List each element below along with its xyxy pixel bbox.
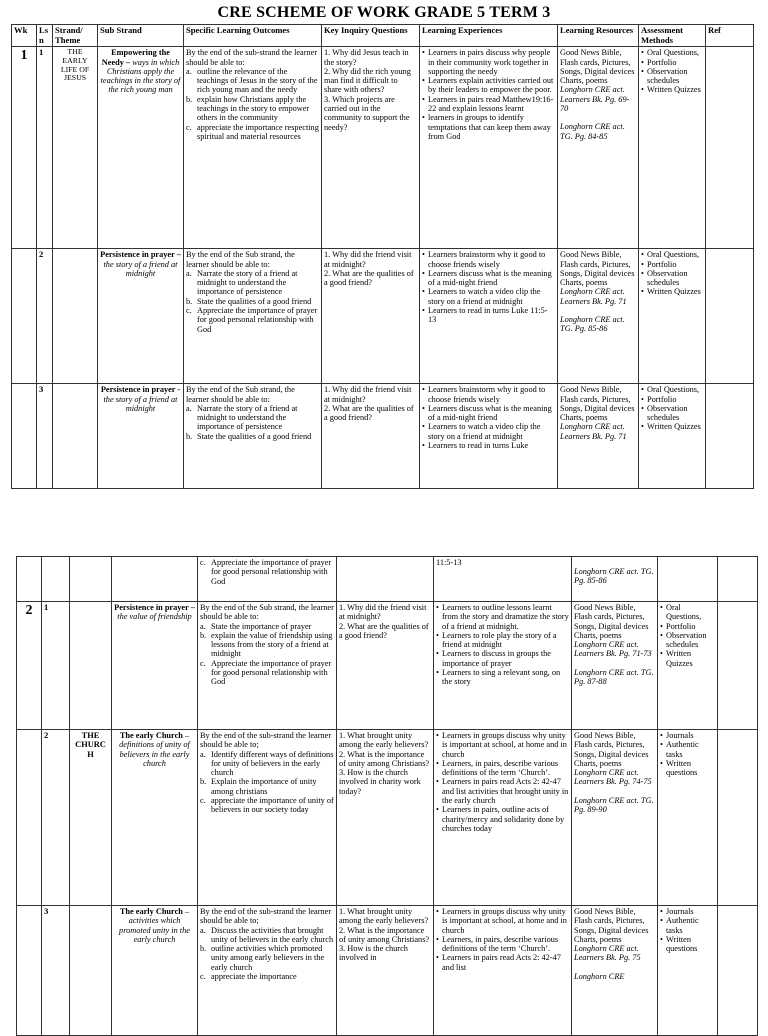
outcome-mark: a.: [186, 268, 192, 278]
experiences-cell: [420, 384, 558, 489]
assessment-cell: [639, 384, 706, 489]
outcome-text: Narrate the story of a friend at midnight to understand the importance of persistence: [197, 403, 298, 432]
gap-spacer: [560, 306, 636, 315]
strand-cell: [53, 249, 98, 384]
outcome-mark: b.: [200, 944, 207, 954]
sub-strand-detail: the story of a friend at midnight: [103, 394, 178, 413]
sub-strand-title: Persistence in prayer –: [100, 250, 181, 260]
sub-strand-cell: [98, 249, 184, 384]
outcome-mark: c.: [186, 122, 192, 132]
sub-strand-title: The early Church: [119, 731, 183, 740]
assessment-item: • Journals: [660, 907, 715, 916]
scheme-row: [12, 249, 754, 384]
lesson-cell: 2: [37, 249, 53, 384]
cont-strand-cell: [70, 557, 112, 602]
outcome-text: Appreciate the importance of prayer for good personal relationship with God: [211, 558, 332, 586]
outcome-list: [186, 269, 319, 334]
experience-item: • Learners discuss what is the meaning of a mid-night friend: [422, 404, 555, 423]
assessment-item: • Oral Questions,: [641, 250, 703, 259]
assessment-list: [641, 250, 703, 296]
column-header: Sub Strand: [98, 25, 184, 47]
sub-strand-title: Persistence in prayer -: [100, 385, 181, 395]
experience-item: • Learners discuss what is the meaning of a mid-night friend: [422, 269, 555, 288]
outcome-item: [186, 67, 319, 95]
scheme-row: [12, 384, 754, 489]
outcome-item: [186, 269, 319, 297]
outcome-mark: b.: [186, 431, 193, 441]
experience-item: • Learners in pairs read Acts 2: 42-47 and list activities that brought unity in the early church: [436, 777, 569, 805]
resource-ref: Longhorn CRE act. Learners Bk. Pg. 71: [560, 422, 627, 441]
outcome-item: [200, 659, 334, 687]
strand-cell: [53, 384, 98, 489]
questions-cell: 1. Why did the friend visit at midnight? 2. What are the qualities of a good friend?: [322, 384, 420, 489]
assessment-item: • Written Quizzes: [641, 85, 703, 94]
assessment-item: • Observation schedules: [641, 404, 703, 423]
ref-cell: [718, 730, 758, 906]
sub-strand-detail: – definitions of unity of believers in the early church: [119, 731, 190, 768]
outcome-text: Appreciate the importance of prayer for good personal relationship with God: [211, 658, 332, 687]
outcome-item: [186, 404, 319, 432]
ref-cell: [706, 249, 754, 384]
outcome-mark: b.: [200, 630, 207, 640]
outcome-item: [200, 972, 334, 981]
experience-item: • Learners to role play the story of a friend at midnight: [436, 631, 569, 650]
week-cell: [17, 906, 42, 1036]
outcome-text: Explain the importance of unity among christians: [211, 777, 317, 796]
resource-ref: Longhorn CRE act. Learners Bk. Pg. 75: [574, 944, 641, 963]
experience-item: • Learners in pairs discuss why people in their community work together in supporting the needy: [422, 48, 555, 76]
outcome-list: [200, 622, 334, 687]
outcome-mark: c.: [200, 971, 206, 981]
assessment-list: [660, 907, 715, 953]
sub-strand-cell: [112, 730, 198, 906]
sub-strand-detail: – activities which promoted unity in the early church: [119, 907, 190, 944]
experience-item: • Learners, in pairs, describe various definitions of the term ‘Church’.: [436, 759, 569, 778]
resource-ref: Longhorn CRE: [574, 971, 625, 981]
outcome-mark: c.: [200, 658, 206, 668]
outcome-mark: c.: [186, 305, 192, 315]
assessment-item: • Written Quizzes: [641, 422, 703, 431]
outcome-text: explain the value of friendship using lessons from the story of a friend at midnight: [211, 630, 333, 659]
resource-list: Good News Bible, Flash cards, Pictures, Songs, Digital devices Charts, poems: [574, 907, 649, 944]
experiences-cell: [434, 906, 572, 1036]
sub-strand-cell: [112, 906, 198, 1036]
lesson-cell: 1: [37, 47, 53, 249]
resource-ref: Longhorn CRE act. Learners Bk. Pg. 74-75: [574, 768, 652, 787]
experience-item: • Learners in pairs read Matthew19:16-22 and explain lessons learnt: [422, 95, 555, 114]
cont-experience-cell: [434, 557, 572, 602]
experience-item: • Learners explain activities carried out by their leaders to empower the poor.: [422, 76, 555, 95]
outcome-item: [200, 777, 334, 796]
column-header: Key Inquiry Questions: [322, 25, 420, 47]
assessment-list: [641, 385, 703, 431]
outcome-item: [186, 123, 319, 142]
outcome-item: [186, 95, 319, 123]
experience-item: • Learners brainstorm why it good to choose friends wisely: [422, 250, 555, 269]
outcome-mark: a.: [200, 749, 206, 759]
outcomes-cell: [198, 602, 337, 730]
cont-question-cell: [337, 557, 434, 602]
outcome-item: [200, 558, 334, 586]
outcome-text: outline activities which promoted unity among early believers in the early church: [211, 944, 325, 972]
cont-ls-cell: [42, 557, 70, 602]
resource-list: Good News Bible, Flash cards, Pictures, Songs, Digital devices Charts, poems: [574, 603, 649, 640]
experience-list: [436, 603, 569, 687]
assessment-cell: [658, 730, 718, 906]
week-cell: [12, 384, 37, 489]
assessment-item: • Portfolio: [641, 260, 703, 269]
outcome-list: [200, 750, 334, 815]
outcome-text: State the qualities of a good friend: [197, 431, 312, 441]
column-header: Learning Resources: [558, 25, 639, 47]
resource-list: Good News Bible, Flash cards, Pictures, Songs, Digital devices Charts, poems: [560, 48, 635, 86]
outcome-mark: a.: [200, 925, 206, 935]
outcome-mark: c.: [200, 558, 206, 567]
sub-strand-title: Persistence in prayer –: [114, 603, 195, 612]
column-header: Specific Learning Outcomes: [184, 25, 322, 47]
lesson-cell: 3: [42, 906, 70, 1036]
assessment-item: • Journals: [660, 731, 715, 740]
outcome-text: appreciate the importance respecting spiritual and material resources: [197, 122, 319, 141]
outcome-mark: a.: [186, 66, 192, 76]
experience-item: • Learners brainstorm why it good to choose friends wisely: [422, 385, 555, 404]
experience-item: • Learners in groups discuss why unity is important at school, at home and in church: [436, 907, 569, 935]
header-row: [12, 25, 754, 47]
lesson-cell: 3: [37, 384, 53, 489]
assessment-item: • Authentic tasks: [660, 740, 715, 759]
experiences-cell: [420, 249, 558, 384]
outcome-item: [200, 944, 334, 972]
sub-strand-detail: the story of a friend at midnight: [103, 259, 178, 278]
experiences-cell: [434, 730, 572, 906]
lesson-cell: 2: [42, 730, 70, 906]
assessment-item: • Portfolio: [660, 622, 715, 631]
assessment-item: • Written Quizzes: [641, 287, 703, 296]
outcome-mark: b.: [186, 94, 193, 104]
outcome-item: [200, 796, 334, 815]
assessment-item: • Observation schedules: [641, 67, 703, 86]
cont-assessment-cell: [658, 557, 718, 602]
outcome-item: [186, 297, 319, 306]
continuation-row: [17, 557, 758, 602]
outcome-intro: By the end of the sub-strand the learner should be able to;: [200, 907, 332, 926]
outcome-list: [200, 926, 334, 982]
experience-item: • Learners to watch a video clip the story on a friend at midnight: [422, 287, 555, 306]
assessment-cell: [658, 602, 718, 730]
assessment-cell: [639, 47, 706, 249]
resource-ref: Longhorn CRE act. Learners Bk. Pg. 71: [560, 287, 627, 306]
questions-cell: 1. Why did the friend visit at midnight? 2. What are the qualities of a good friend?: [322, 249, 420, 384]
experience-list: [422, 250, 555, 324]
outcome-intro: By the end of the sub-strand the learner should be able to;: [200, 731, 332, 750]
column-header: Wk: [12, 25, 37, 47]
assessment-item: • Observation schedules: [660, 631, 715, 650]
assessment-item: • Portfolio: [641, 395, 703, 404]
experience-item: • Learners to watch a video clip the story on a friend at midnight: [422, 422, 555, 441]
experience-item: • Learners in groups discuss why unity is important at school, at home and in church: [436, 731, 569, 759]
outcome-mark: b.: [200, 777, 207, 787]
outcome-item: [186, 306, 319, 334]
outcome-mark: a.: [200, 621, 206, 631]
outcome-text: Identify different ways of definitions for unity of believers in the early church: [211, 749, 334, 778]
cont-resource-cell: [572, 557, 658, 602]
outcome-list: [186, 67, 319, 141]
column-header: Assessment Methods: [639, 25, 706, 47]
outcome-text: outline the relevance of the teachings of Jesus in the story of the rich young man and the needy: [197, 66, 318, 95]
outcome-intro: By the end of the sub-strand the learner should be able to:: [186, 48, 318, 67]
questions-cell: 1. Why did Jesus teach in the story? 2. Why did the rich young man find it difficult to share with others? 3. Which projects are carried out in the community to support the needy?: [322, 47, 420, 249]
outcome-text: State the qualities of a good friend: [197, 296, 312, 306]
outcome-intro: By the end of the Sub strand, the learner should be able to:: [186, 250, 295, 269]
resource-ref: Longhorn CRE act. TG. Pg. 85-86: [560, 314, 625, 334]
resource-ref: Longhorn CRE act. TG. Pg. 89-90: [574, 795, 654, 814]
assessment-item: • Oral Questions,: [660, 603, 715, 622]
resource-ref: Longhorn CRE act. TG. Pg. 87-88: [574, 667, 654, 686]
column-header: Learning Experiences: [420, 25, 558, 47]
column-header: Ref: [706, 25, 754, 47]
outcome-mark: a.: [186, 403, 192, 413]
resource-ref: Longhorn CRE act. TG. Pg. 85-86: [574, 567, 654, 586]
cont-wk-cell: [17, 557, 42, 602]
resources-cell: [558, 249, 639, 384]
questions-cell: 1. Why did the friend visit at midnight? 2. What are the qualities of a good friend?: [337, 602, 434, 730]
questions-cell: 1. What brought unity among the early believers? 2. What is the importance of unity among Christians? 3. How is the church involved in charity work today?: [337, 730, 434, 906]
assessment-item: • Observation schedules: [641, 269, 703, 288]
resources-cell: [558, 384, 639, 489]
experience-list: [422, 385, 555, 450]
outcome-mark: b.: [186, 296, 193, 306]
outcome-item: [186, 432, 319, 441]
outcome-mark: c.: [200, 795, 206, 805]
sub-strand-detail: ways in which Christians apply the teachings in the story of the rich young man: [100, 57, 181, 95]
cont-sub-cell: [112, 557, 198, 602]
assessment-cell: [658, 906, 718, 1036]
sub-strand-cell: [112, 602, 198, 730]
resource-list: Good News Bible, Flash cards, Pictures, Songs, Digital devices Charts, poems: [560, 385, 635, 423]
gap-spacer: [560, 113, 636, 122]
resource-ref: Longhorn CRE act. Learners Bk. Pg. 69-70: [560, 85, 630, 113]
ref-cell: [718, 602, 758, 730]
outcome-intro: By the end of the Sub strand, the learner should be able to:: [200, 603, 334, 622]
sub-strand-cell: [98, 384, 184, 489]
outcome-text: Narrate the story of a friend at midnight to understand the importance of persistence: [197, 268, 298, 297]
assessment-item: • Written Quizzes: [660, 649, 715, 668]
sub-strand-title: The early Church: [119, 907, 183, 916]
scheme-table-page-1: [11, 24, 754, 489]
experience-item: • Learners to read in turns Luke: [422, 441, 555, 450]
assessment-item: • Portfolio: [641, 58, 703, 67]
outcome-text: appreciate the importance: [211, 971, 297, 981]
outcome-text: explain how Christians apply the teachings in the story to empower others in the community: [197, 94, 310, 123]
column-header: Ls n: [37, 25, 53, 47]
resource-ref: Longhorn CRE act. TG. Pg. 84-85: [560, 122, 625, 141]
scheme-row: [17, 730, 758, 906]
outcomes-cell: [184, 384, 322, 489]
assessment-item: • Written questions: [660, 759, 715, 778]
experience-list: [422, 48, 555, 141]
resources-cell: [558, 47, 639, 249]
document-title: CRE SCHEME OF WORK GRADE 5 TERM 3: [217, 4, 551, 21]
week-cell: [17, 730, 42, 906]
outcomes-cell: [184, 47, 322, 249]
experience-item: • Learners to sing a relevant song, on the story: [436, 668, 569, 687]
week-cell: 1: [12, 47, 37, 249]
outcome-item: [200, 622, 334, 631]
week-cell: [12, 249, 37, 384]
questions-cell: 1. What brought unity among the early believers? 2. What is the importance of unity among Christians? 3. How is the church involved in: [337, 906, 434, 1036]
sub-strand-cell: [98, 47, 184, 249]
outcome-item: [200, 750, 334, 778]
outcome-list: [186, 404, 319, 441]
gap-spacer: [574, 787, 655, 796]
outcome-text: Discuss the activities that brought unity of believers in the early church: [211, 925, 334, 944]
experience-item: • learners in groups to identify temptations that can keep them away from God: [422, 113, 555, 141]
assessment-item: • Written questions: [660, 935, 715, 954]
gap-spacer: [574, 659, 655, 668]
ref-cell: [718, 906, 758, 1036]
assessment-item: • Oral Questions,: [641, 385, 703, 394]
outcomes-cell: [198, 730, 337, 906]
assessment-item: • Authentic tasks: [660, 916, 715, 935]
experience-list: [436, 907, 569, 972]
resources-cell: [572, 602, 658, 730]
outcome-item: [200, 631, 334, 659]
outcome-text: appreciate the importance of unity of believers in our society today: [211, 795, 334, 815]
strand-cell: THE CHURC H: [70, 730, 112, 906]
scheme-row: [17, 602, 758, 730]
assessment-list: [641, 48, 703, 94]
resources-cell: [572, 906, 658, 1036]
experiences-cell: [434, 602, 572, 730]
experience-text: 11:5-13: [436, 558, 462, 567]
scheme-row: [12, 47, 754, 249]
ref-cell: [706, 384, 754, 489]
experience-item: • Learners to discuss in groups the importance of prayer: [436, 649, 569, 668]
outcome-text: Appreciate the importance of prayer for good personal relationship with God: [197, 305, 318, 334]
experience-item: • Learners in pairs, outline acts of charity/mercy and solidarity done by churches today: [436, 805, 569, 833]
outcomes-cell: [184, 249, 322, 384]
resources-cell: [572, 730, 658, 906]
cont-ref-cell: [718, 557, 758, 602]
assessment-list: [660, 603, 715, 668]
sub-strand-detail: the value of friendship: [117, 612, 192, 622]
gap-spacer: [574, 963, 655, 972]
resource-list: Good News Bible, Flash cards, Pictures, Songs, Digital devices Charts, poems: [560, 250, 635, 288]
sub-strand-title: Empowering the Needy –: [101, 48, 170, 67]
week-cell: 2: [17, 602, 42, 730]
outcome-item: [200, 926, 334, 945]
column-header: Strand/ Theme: [53, 25, 98, 47]
resource-ref: Longhorn CRE act. Learners Bk. Pg. 71-73: [574, 640, 652, 659]
experience-item: • Learners, in pairs, describe various definitions of the term ‘Church’.: [436, 935, 569, 954]
scheme-table-page-2: [16, 556, 758, 1036]
strand-cell: [70, 906, 112, 1036]
experience-list: [436, 731, 569, 833]
ref-cell: [706, 47, 754, 249]
outcome-text: State the importance of prayer: [211, 621, 312, 631]
cont-outcome-cell: [198, 557, 337, 602]
assessment-cell: [639, 249, 706, 384]
resource-list: Good News Bible, Flash cards, Pictures, Songs, Digital devices Charts, poems: [574, 731, 649, 768]
strand-cell: THE EARLY LIFE OF JESUS: [53, 47, 98, 249]
outcomes-cell: [198, 906, 337, 1036]
experience-item: • Learners to outline lessons learnt from the story and dramatize the story of a friend at midnight.: [436, 603, 569, 631]
outcome-intro: By the end of the Sub strand, the learner should be able to:: [186, 385, 295, 404]
experience-item: • Learners in pairs read Acts 2: 42-47 and list: [436, 953, 569, 972]
scheme-row: [17, 906, 758, 1036]
experience-item: • Learners to read in turns Luke 11:5-13: [422, 306, 555, 325]
assessment-list: [660, 731, 715, 777]
strand-cell: [70, 602, 112, 730]
lesson-cell: 1: [42, 602, 70, 730]
assessment-item: • Oral Questions,: [641, 48, 703, 57]
experiences-cell: [420, 47, 558, 249]
